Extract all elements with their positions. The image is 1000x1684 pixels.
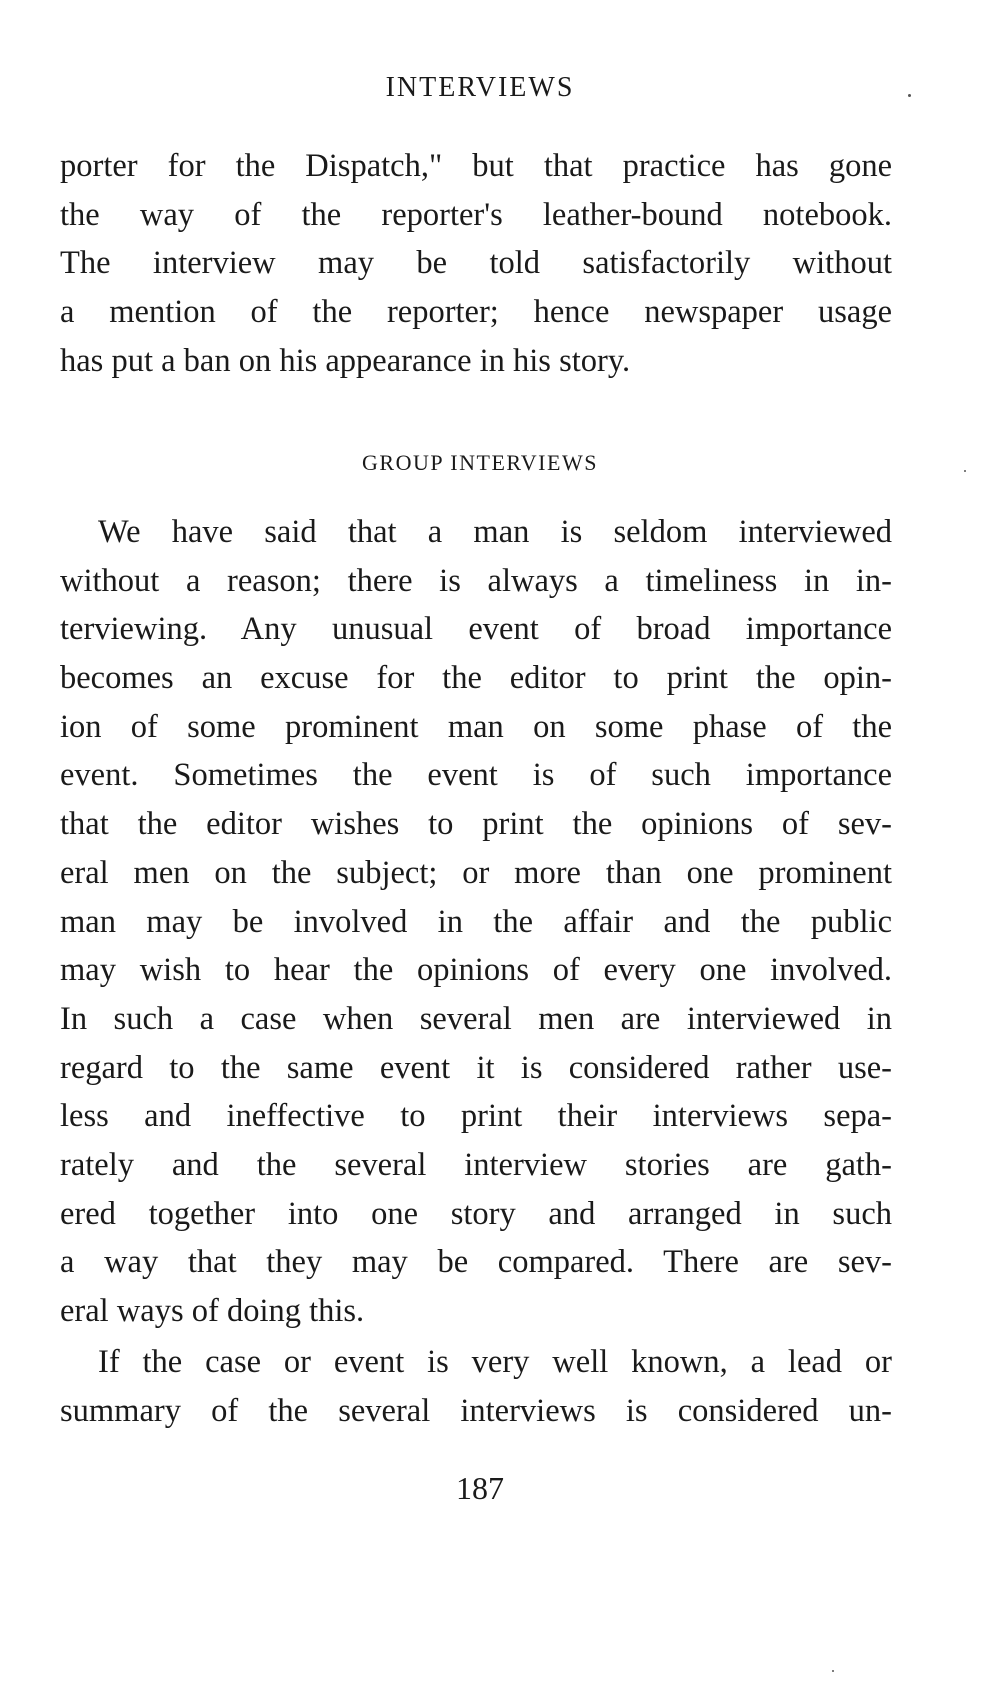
text-line: terviewing. Any unusual event of broad importance bbox=[60, 611, 892, 648]
text-line: rately and the several interview stories are gath- bbox=[60, 1146, 892, 1183]
text-line: We have said that a man is seldom interviewed bbox=[98, 514, 892, 550]
text-line: a way that they may be compared. There are sev- bbox=[60, 1244, 892, 1281]
text-line: summary of the several interviews is considered un- bbox=[60, 1392, 892, 1429]
text-line: becomes an excuse for the editor to print the opin- bbox=[60, 660, 892, 697]
text-line: porter for the Dispatch," but that practice has gone bbox=[60, 148, 892, 184]
text-line: ion of some prominent man on some phase of the bbox=[60, 708, 892, 745]
ink-speck bbox=[908, 94, 911, 97]
paragraph-lead-summary bbox=[60, 1338, 892, 1435]
text-line: eral ways of doing this. bbox=[60, 1293, 365, 1329]
running-head: INTERVIEWS bbox=[385, 72, 575, 103]
paragraph-group-interviews bbox=[60, 508, 892, 1336]
text-line: event. Sometimes the event is of such importance bbox=[60, 757, 892, 794]
text-line: eral men on the subject; or more than one prominent bbox=[60, 854, 892, 891]
text-line: without a reason; there is always a timeliness in in- bbox=[60, 562, 892, 599]
text-line: ered together into one story and arranged in such bbox=[60, 1195, 892, 1232]
text-line: less and ineffective to print their interviews sepa- bbox=[60, 1098, 892, 1135]
ink-speck bbox=[964, 470, 966, 472]
text-line: If the case or event is very well known, a lead or bbox=[98, 1344, 892, 1380]
text-line: has put a ban on his appearance in his story. bbox=[60, 342, 631, 379]
text-line: that the editor wishes to print the opinions of sev- bbox=[60, 806, 892, 843]
text-line: In such a case when several men are interviewed in bbox=[60, 1000, 892, 1037]
text-line: a mention of the reporter; hence newspaper usage bbox=[60, 294, 892, 331]
section-heading: GROUP INTERVIEWS bbox=[362, 450, 598, 475]
text-line: regard to the same event it is considered rather use- bbox=[60, 1049, 892, 1086]
text-line: The interview may be told satisfactorily without bbox=[60, 245, 892, 282]
text-line: man may be involved in the affair and the public bbox=[60, 903, 892, 940]
paragraph-continuation bbox=[60, 142, 892, 385]
text-line: may wish to hear the opinions of every one involved. bbox=[60, 952, 892, 989]
ink-speck bbox=[832, 1670, 834, 1672]
text-line: the way of the reporter's leather-bound notebook. bbox=[60, 196, 892, 233]
page-number: 187 bbox=[456, 1470, 504, 1506]
